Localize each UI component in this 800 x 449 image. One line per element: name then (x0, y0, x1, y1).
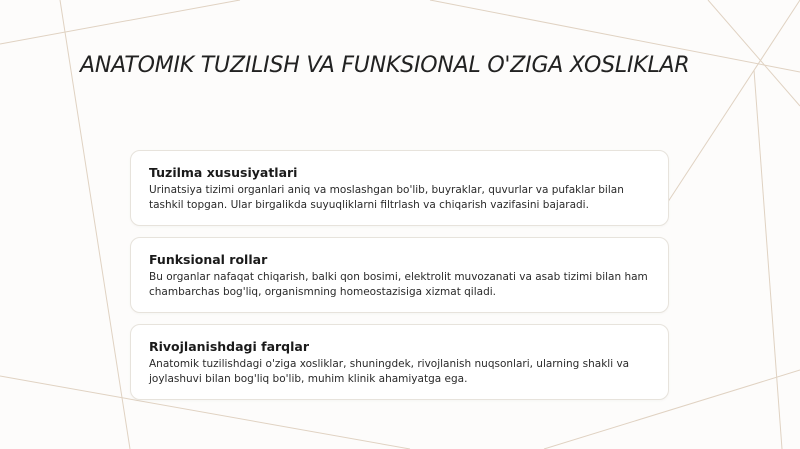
card-text: Anatomik tuzilishdagi o'ziga xosliklar, shuningdek, rivojlanish nuqsonlari, ularning shakli va joylashuvi bilan bog'liq bo'lib, muhim klinik ahamiyatga ega. (149, 358, 630, 385)
card-developmental-differences (130, 324, 669, 400)
card-functional-roles (130, 237, 669, 313)
card-heading: Funksional rollar (149, 252, 268, 267)
slide-title: ANATOMIK TUZILISH VA FUNKSIONAL O'ZIGA XOSLIKLAR (80, 53, 690, 78)
card-heading: Tuzilma xususiyatlari (149, 165, 298, 180)
card-text: Urinatsiya tizimi organlari aniq va moslashgan bo'lib, buyraklar, quvurlar va pufaklar bilan tashkil topgan. Ular birgalikda suyuqliklarni filtrlash va chiqarish vazifasini bajaradi. (149, 184, 624, 211)
card-heading: Rivojlanishdagi farqlar (149, 339, 310, 354)
card-text: Bu organlar nafaqat chiqarish, balki qon bosimi, elektrolit muvozanati va asab tizimi bilan ham chambarchas bog'liq, organismning homeostazisiga xizmat qiladi. (149, 271, 648, 298)
card-structure-features (130, 150, 669, 226)
